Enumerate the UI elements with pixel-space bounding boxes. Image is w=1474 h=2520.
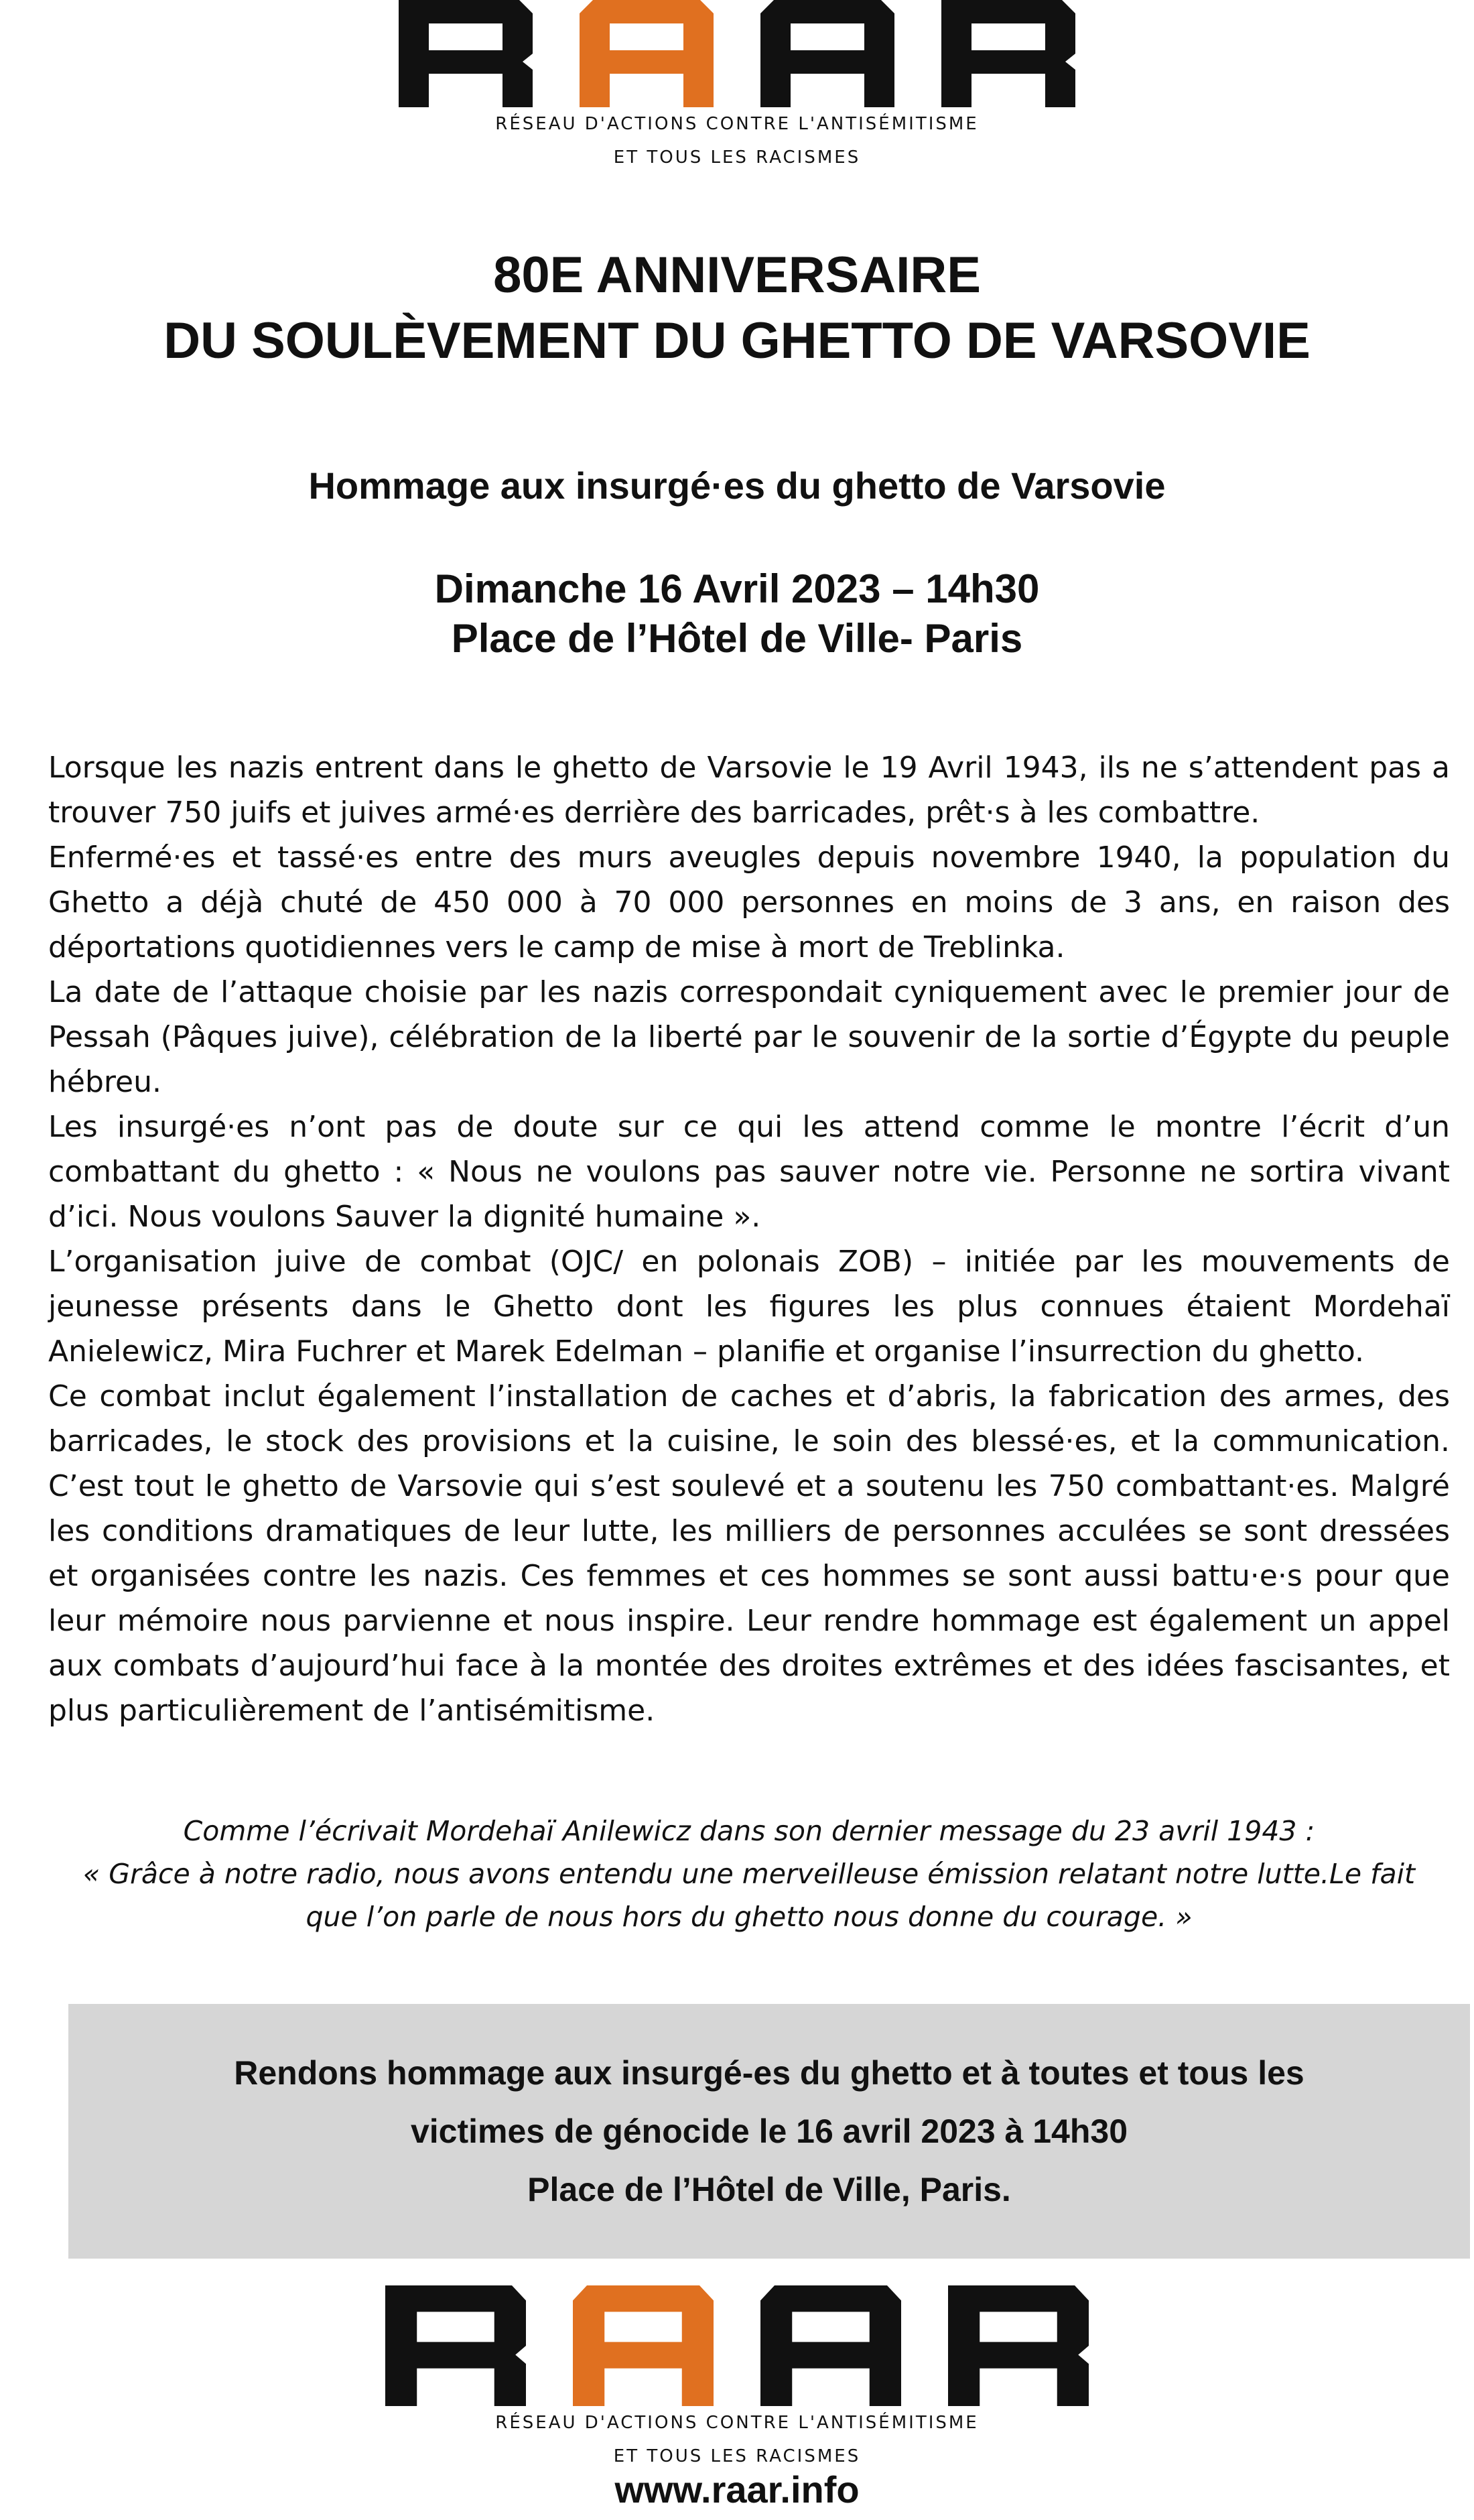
logo-a-accent-icon [580,0,714,107]
body-text [48,745,1450,1733]
logo-letter-a-accent [580,0,714,107]
event-place: Place de l’Hôtel de Ville- Paris [451,616,1023,661]
logo-letter-r [385,2285,526,2406]
logo-letters [0,0,1474,107]
page-title [0,243,1474,374]
event-date: Dimanche 16 Avril 2023 – 14h30 [434,566,1040,611]
logo-tagline-line2: ET TOUS LES RACISMES [613,2446,861,2466]
body-paragraph: Les insurgé·es n’ont pas de doute sur ce qui les attend comme le montre l’écrit d’un combattant du ghetto : « Nous ne voulons pas sauver notre vie. Personne ne sortira vivant d’ici. Nous voulons Sauver la dignité humaine ». [48,1110,1450,1234]
title-line2: DU SOULÈVEMENT DU GHETTO DE VARSOVIE [163,312,1311,369]
body-paragraph: Enfermé·es et tassé·es entre des murs aveugles depuis novembre 1940, la population du Ghetto a déjà chuté de 450 000 à 70 000 personnes en moins de 3 ans, en raison des déportations quotidiennes vers le camp de mise à mort de Treblinka. [48,840,1450,964]
body-paragraph: L’organisation juive de combat (OJC/ en polonais ZOB) – initiée par les mouvements de jeunesse présents dans le Ghetto dont les figures les plus connues étaient Mordehaï Anielewicz, Mira Fuchrer et Marek Edelman – planifie et organise l’insurrection du ghetto. [48,1245,1450,1369]
logo-tagline-line1: RÉSEAU D'ACTIONS CONTRE L'ANTISÉMITISME [495,114,979,134]
logo-top [0,0,1474,174]
body-paragraph: Ce combat inclut également l’installation de caches et d’abris, la fabrication des armes, des barricades, le stock des provisions et la cuisine, le soin des blessé·es, et la communication. C’est tout le ghetto de Varsovie qui s’est soulevé et a soutenu les 750 combattant·es. Malgré les conditions dramatiques de leur lutte, les milliers de personnes acculées se sont dressées et organisées contre les nazis. Ces femmes et ces hommes se sont aussi battu·e·s pour que leur mémoire nous parvienne et nous inspire. Leur rendre hommage est également un appel aux combats d’aujourd’hui face à la montée des droites extrêmes et des idées fascisantes, et plus particulièrement de l’antisémitisme. [48,1379,1450,1728]
logo-a-icon [760,0,894,107]
logo-tagline-line2: ET TOUS LES RACISMES [613,147,861,168]
logo-letter-a [760,0,894,107]
quote-line1: « Grâce à notre radio, nous avons entendu une merveilleuse émission relatant notre lutte.Le fait [82,1858,1416,1890]
logo-letter-a [760,2285,901,2406]
logo-r-icon [399,0,533,107]
quote-line2: que l’on parle de nous hors du ghetto nous donne du courage. » [306,1901,1193,1933]
logo-letter-r-2 [948,2285,1089,2406]
logo-r-icon [385,2285,526,2406]
callout-line1: Rendons hommage aux insurgé-es du ghetto et à toutes et tous les [234,2054,1304,2092]
website-link[interactable]: www.raar.info [614,2468,860,2511]
logo-r2-icon [941,0,1075,107]
quote-intro: Comme l’écrivait Mordehaï Anilewicz dans son dernier message du 23 avril 1943 : [183,1815,1315,1847]
title-line1: 80E ANNIVERSAIRE [493,247,981,304]
callout-box [68,2004,1470,2259]
quote [48,1810,1450,1938]
logo-r2-icon [948,2285,1089,2406]
logo-letter-a-accent [573,2285,714,2406]
logo-tagline-line1: RÉSEAU D'ACTIONS CONTRE L'ANTISÉMITISME [495,2413,979,2433]
body-paragraph: Lorsque les nazis entrent dans le ghetto de Varsovie le 19 Avril 1943, ils ne s’attendent pas a trouver 750 juifs et juives armé·es derrière des barricades, prêt·s à les combattre. [48,751,1450,830]
logo-a-icon [760,2285,901,2406]
logo-letter-r [399,0,533,107]
logo-bottom [0,2285,1474,2473]
logo-letter-r-2 [941,0,1075,107]
subtitle: Hommage aux insurgé·es du ghetto de Varsovie [308,464,1166,507]
logo-letters-bottom [0,2285,1474,2406]
callout-line2: victimes de génocide le 16 avril 2023 à 14h30 [410,2113,1128,2150]
body-paragraph: La date de l’attaque choisie par les nazis correspondait cyniquement avec le premier jour de Pessah (Pâques juive), célébration de la liberté par le souvenir de la sortie d’Égypte du peuple hébreu. [48,975,1450,1099]
callout-line3: Place de l’Hôtel de Ville, Paris. [527,2171,1011,2208]
logo-a-accent-icon [573,2285,714,2406]
